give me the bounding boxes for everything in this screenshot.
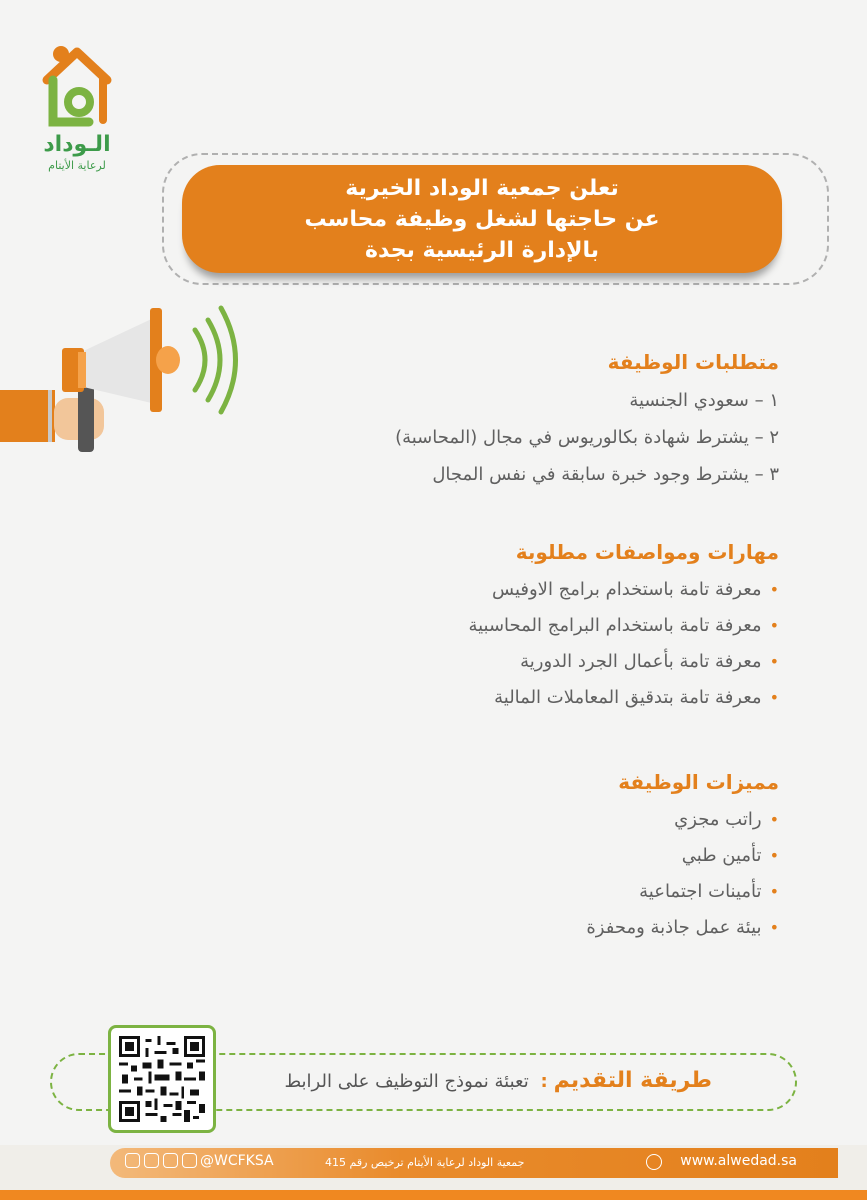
- benefits-section: [159, 770, 779, 946]
- skill-item: • معرفة تامة باستخدام برامج الاوفيس: [159, 572, 779, 608]
- apply-instructions: [284, 1068, 712, 1093]
- youtube-icon[interactable]: [182, 1153, 197, 1168]
- requirement-item: ١ – سعودي الجنسية: [629, 390, 779, 411]
- logo: [27, 40, 127, 190]
- instagram-icon[interactable]: [125, 1153, 140, 1168]
- facebook-icon[interactable]: [163, 1153, 178, 1168]
- skill-item: • معرفة تامة بأعمال الجرد الدورية: [159, 644, 779, 680]
- apply-colon: :: [540, 1071, 548, 1092]
- social-icons: [125, 1153, 197, 1168]
- headline-line-1: تعلن جمعية الوداد الخيرية: [345, 176, 619, 201]
- logo-name: الـوداد: [43, 132, 111, 157]
- headline-banner: [182, 165, 782, 273]
- requirement-item: ٢ – يشترط شهادة بكالوريوس في مجال (المحاسبة): [395, 427, 779, 448]
- twitter-icon[interactable]: [144, 1153, 159, 1168]
- apply-label: طريقة التقديم: [553, 1068, 712, 1093]
- social-handle[interactable]: @WCFKSA: [200, 1153, 274, 1169]
- skill-item: • معرفة تامة باستخدام البرامج المحاسبية: [159, 608, 779, 644]
- website-link[interactable]: www.alwedad.sa: [680, 1153, 797, 1169]
- qr-code-icon: [119, 1036, 205, 1122]
- license-text: جمعية الوداد لرعاية الأيتام ترخيص رقم 415: [325, 1156, 525, 1169]
- benefit-item: • تأمينات اجتماعية: [159, 874, 779, 910]
- apply-text: تعبئة نموذج التوظيف على الرابط: [284, 1071, 529, 1092]
- logo-subtitle: لرعاية الأيتام: [48, 159, 106, 172]
- benefit-item: • تأمين طبي: [159, 838, 779, 874]
- skills-title: مهارات ومواصفات مطلوبة: [515, 540, 779, 564]
- globe-icon: [646, 1154, 662, 1170]
- qr-code[interactable]: [108, 1025, 216, 1133]
- benefit-item: • راتب مجزي: [159, 802, 779, 838]
- benefits-title: مميزات الوظيفة: [618, 770, 779, 794]
- skill-item: • معرفة تامة بتدقيق المعاملات المالية: [159, 680, 779, 716]
- requirements-title: متطلبات الوظيفة: [607, 350, 779, 374]
- headline-line-2: عن حاجتها لشغل وظيفة محاسب: [304, 207, 660, 232]
- requirement-item: ٣ – يشترط وجود خبرة سابقة في نفس المجال: [432, 464, 779, 485]
- skills-section: [159, 540, 779, 716]
- logo-house-icon: [37, 40, 117, 130]
- footer-bottom-strip: [0, 1190, 867, 1200]
- requirements-section: [159, 350, 779, 493]
- headline-line-3: بالإدارة الرئيسية بجدة: [365, 238, 599, 263]
- benefit-item: • بيئة عمل جاذبة ومحفزة: [159, 910, 779, 946]
